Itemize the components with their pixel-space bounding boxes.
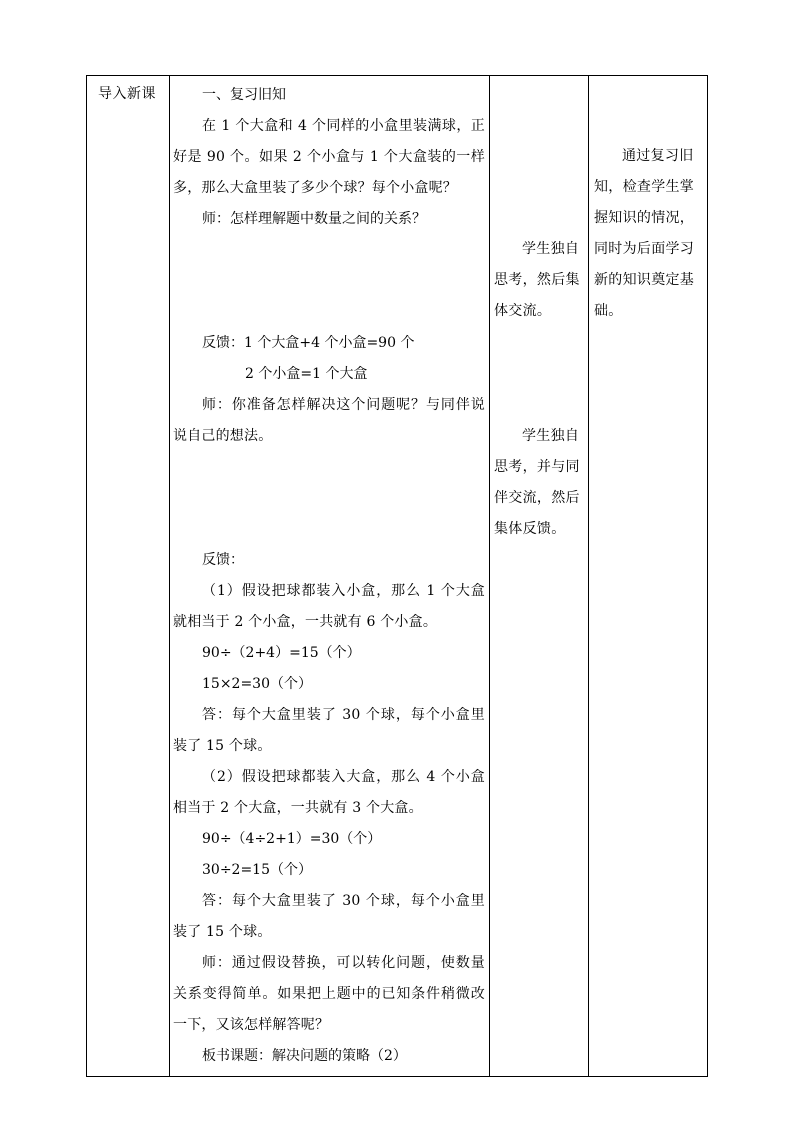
feedback-line: 反馈：1 个大盒+4 个小盒=90 个 (202, 335, 415, 351)
teacher-question: 师：怎样理解题中数量之间的关系？ (202, 211, 426, 227)
solution-method: （1）假设把球都装入小盒，那么 1 个大盒就相当于 2 个小盒，一共就有 6 个小盒。 (173, 583, 485, 630)
teacher-summary: 师：通过假设替换，可以转化问题，使数量关系变得简单。如果把上题中的已知条件稍微改一下，又该怎样解答呢？ (173, 955, 485, 1033)
feedback-line: 2 个小盒=1 个大盒 (245, 366, 368, 382)
column-divider (169, 75, 170, 1077)
feedback-label: 反馈： (202, 552, 244, 568)
student-activity: 学生独自思考，然后集体交流。 (494, 241, 580, 319)
teacher-question: 师：你准备怎样解决这个问题呢？与同伴说说自己的想法。 (173, 397, 485, 444)
review-problem: 在 1 个大盒和 4 个同样的小盒里装满球，正好是 90 个。如果 2 个小盒与 1 个大盒装的一样多，那么大盒里装了多少个球？每个小盒呢？ (173, 118, 485, 196)
teaching-process (173, 80, 485, 1072)
equation: 15×2=30（个） (202, 676, 312, 692)
section-heading: 一、复习旧知 (202, 87, 286, 103)
board-title: 板书课题：解决问题的策略（2） (202, 1048, 407, 1064)
equation: 30÷2=15（个） (202, 862, 312, 878)
equation: 90÷（4÷2+1）=30（个） (202, 831, 382, 847)
student-activity: 学生独自思考，并与同伴交流，然后集体反馈。 (494, 428, 580, 537)
section-label: 导入新课 (98, 86, 156, 102)
solution-method: （2）假设把球都装入大盒，那么 4 个小盒相当于 2 个大盒，一共就有 3 个大盒。 (173, 769, 485, 816)
equation: 90÷（2+4）=15（个） (202, 645, 361, 661)
design-intent: 通过复习旧知，检查学生掌握知识的情况，同时为后面学习新的知识奠定基础。 (594, 148, 695, 319)
answer: 答：每个大盒里装了 30 个球，每个小盒里装了 15 个球。 (173, 893, 485, 940)
answer: 答：每个大盒里装了 30 个球，每个小盒里装了 15 个球。 (173, 707, 485, 754)
column-divider (588, 75, 589, 1077)
column-divider (489, 75, 490, 1077)
